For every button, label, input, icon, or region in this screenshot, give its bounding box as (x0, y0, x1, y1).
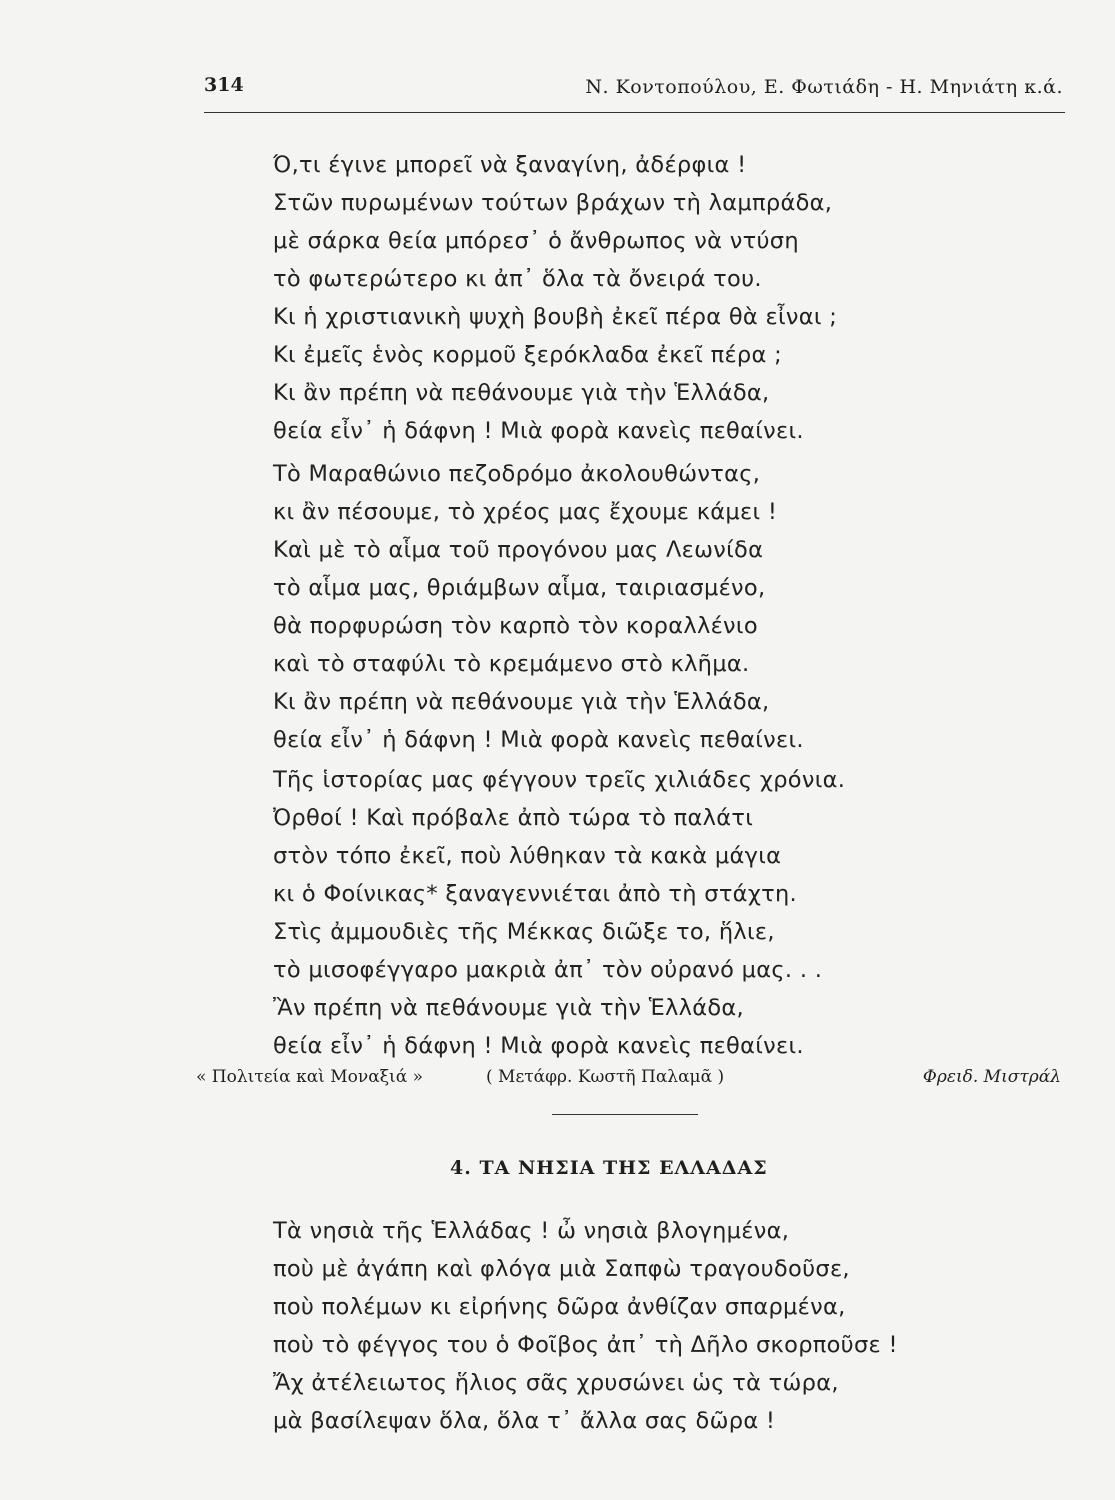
poem-stanza (273, 1212, 993, 1440)
page-number: 314 (204, 74, 244, 96)
poem-attribution (196, 1067, 1061, 1093)
poem-line: κι ὁ Φοίνικας* ξαναγεννιέται ἀπὸ τὴ στάχτη. (273, 881, 797, 907)
poem-line: καὶ τὸ σταφύλι τὸ κρεμάμενο στὸ κλῆμα. (273, 651, 750, 677)
poem-line: μὲ σάρκα θεία μπόρεσ᾿ ὁ ἄνθρωπος νὰ ντύση (273, 228, 799, 254)
poem-line: θεία εἶν᾿ ἡ δάφνη ! Μιὰ φορὰ κανεὶς πεθαίνει. (273, 727, 804, 753)
poem-stanza (273, 761, 993, 1065)
poem-line: Τὸ Μαραθώνιο πεζοδρόμο ἀκολουθώντας, (273, 461, 761, 487)
poem-line: στὸν τόπο ἐκεῖ, ποὺ λύθηκαν τὰ κακὰ μάγια (273, 843, 782, 869)
section-title: 4. ΤΑ ΝΗΣΙΑ ΤΗΣ ΕΛΛΑΔΑΣ (450, 1157, 768, 1179)
attribution-source: « Πολιτεία καὶ Μοναξιά » (196, 1067, 424, 1087)
header-rule (204, 112, 1065, 113)
poem-line: Κι ἂν πρέπη νὰ πεθάνουμε γιὰ τὴν Ἑλλάδα, (273, 689, 770, 715)
poem-line: ποὺ πολέμων κι εἰρήνης δῶρα ἀνθίζαν σπαρμένα, (273, 1294, 846, 1320)
running-header: Ν. Κοντοπούλου, Ε. Φωτιάδη - Η. Μηνιάτη κ.ά. (585, 76, 1063, 98)
poem-line: τὸ φωτερώτερο κι ἀπ᾿ ὅλα τὰ ὄνειρά του. (273, 266, 762, 292)
poem-line: ποὺ μὲ ἀγάπη καὶ φλόγα μιὰ Σαπφὼ τραγουδοῦσε, (273, 1256, 850, 1282)
poem-line: ποὺ τὸ φέγγος του ὁ Φοῖβος ἀπ᾿ τὴ Δῆλο σκορποῦσε ! (273, 1332, 898, 1358)
attribution-author: Φρειδ. Μιστράλ (922, 1067, 1061, 1087)
poem-line: Ἂν πρέπη νὰ πεθάνουμε γιὰ τὴν Ἑλλάδα, (273, 995, 744, 1021)
poem-line: Κι ἂν πρέπη νὰ πεθάνουμε γιὰ τὴν Ἑλλάδα, (273, 380, 770, 406)
poem-line: μὰ βασίλεψαν ὅλα, ὅλα τ᾿ ἄλλα σας δῶρα ! (273, 1408, 776, 1434)
section-divider (552, 1114, 698, 1115)
poem-line: Τῆς ἱστορίας μας φέγγουν τρεῖς χιλιάδες χρόνια. (273, 767, 846, 793)
attribution-translator: ( Μετάφρ. Κωστῆ Παλαμᾶ ) (486, 1067, 725, 1087)
poem-line: θεία εἶν᾿ ἡ δάφνη ! Μιὰ φορὰ κανεὶς πεθαίνει. (273, 418, 804, 444)
poem-stanza (273, 455, 993, 759)
poem-line: θὰ πορφυρώση τὸν καρπὸ τὸν κοραλλένιο (273, 613, 758, 639)
poem-line: τὸ μισοφέγγαρο μακριὰ ἀπ᾿ τὸν οὐρανό μας. . . (273, 957, 823, 983)
poem-line: Κι ἐμεῖς ἑνὸς κορμοῦ ξερόκλαδα ἐκεῖ πέρα ; (273, 342, 782, 368)
poem-line: Καὶ μὲ τὸ αἷμα τοῦ προγόνου μας Λεωνίδα (273, 537, 764, 563)
poem-line: θεία εἶν᾿ ἡ δάφνη ! Μιὰ φορὰ κανεὶς πεθαίνει. (273, 1033, 804, 1059)
poem-line: Ὀρθοί ! Καὶ πρόβαλε ἀπὸ τώρα τὸ παλάτι (273, 805, 754, 831)
poem-stanza (273, 146, 993, 450)
poem-line: Ό,τι έγινε μπορεῖ νὰ ξαναγίνη, ἀδέρφια ! (273, 152, 747, 178)
poem-line: Τὰ νησιὰ τῆς Ἑλλάδας ! ὦ νησιὰ βλογημένα, (273, 1218, 790, 1244)
poem-line: τὸ αἷμα μας, θριάμβων αἷμα, ταιριασμένο, (273, 575, 766, 601)
poem-line: Στὶς ἀμμουδιὲς τῆς Μέκκας διῶξε το, ἥλιε, (273, 919, 775, 945)
poem-line: κι ἂν πέσουμε, τὸ χρέος μας ἔχουμε κάμει ! (273, 499, 778, 525)
poem-line: Στῶν πυρωμένων τούτων βράχων τὴ λαμπράδα, (273, 190, 833, 216)
poem-line: Κι ἡ χριστιανικὴ ψυχὴ βουβὴ ἐκεῖ πέρα θὰ εἶναι ; (273, 304, 838, 330)
poem-line: Ἄχ ἀτέλειωτος ἥλιος σᾶς χρυσώνει ὡς τὰ τώρα, (273, 1370, 839, 1396)
